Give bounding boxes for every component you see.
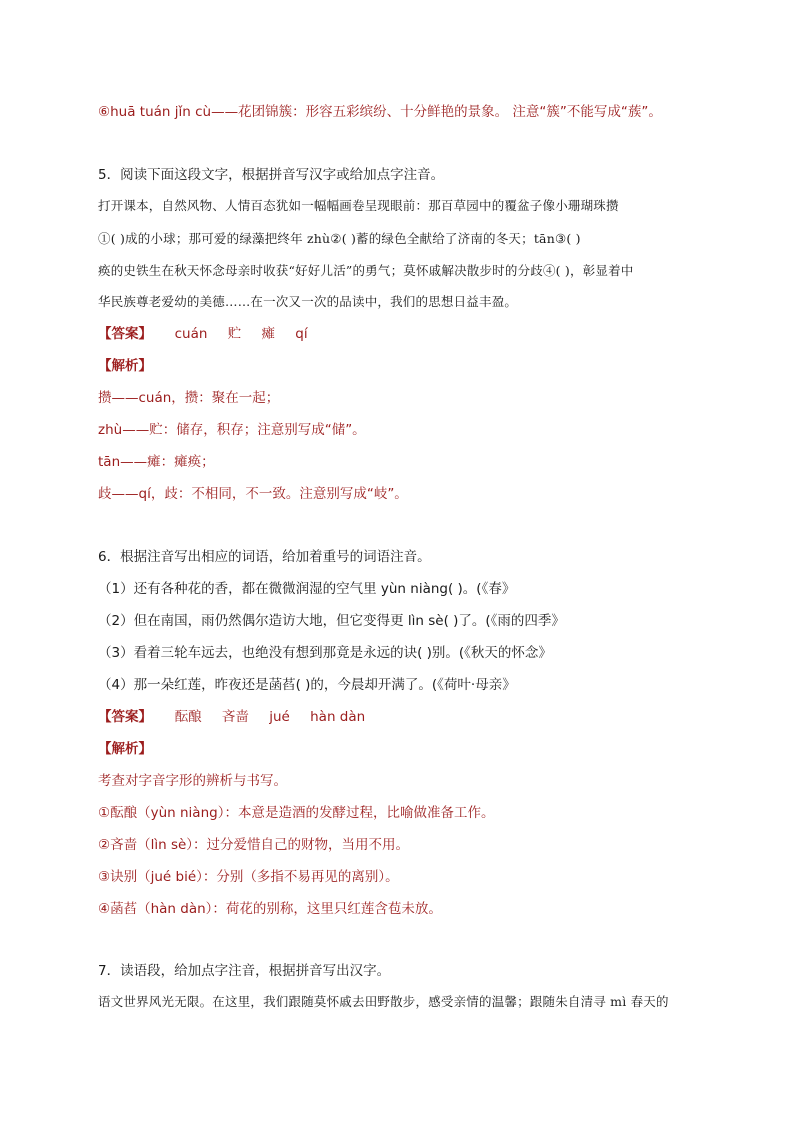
idiom-explanation-line: ⑥huā tuán jǐn cù——花团锦簇：形容五彩缤纷、十分鲜艳的景象。 注意“簇”不能写成“蔟”。 xyxy=(98,104,662,120)
answer-item: 瘫 xyxy=(261,326,275,342)
q5-analysis-line: tān——瘫：瘫痪； xyxy=(98,454,215,470)
answer-label: 【答案】 xyxy=(98,709,152,725)
q6-analysis-line: ④菡萏（hàn dàn）：荷花的别称，这里只红莲含苞未放。 xyxy=(98,901,442,917)
q6-analysis-line: ③诀别（jué bié）：分别（多指不易再见的离别）。 xyxy=(98,869,399,885)
q6-item: （2）但在南国，雨仍然偶尔造访大地，但它变得更 lìn sè( )了。(《雨的四季》 xyxy=(98,613,565,629)
answer-item: 酝酿 xyxy=(174,709,202,725)
q5-analysis-line: zhù——贮：储存，积存；注意别写成“储”。 xyxy=(98,422,366,438)
q6-item: （1）还有各种花的香，都在微微润湿的空气里 yùn niàng( )。(《春》 xyxy=(98,581,516,597)
q5-passage-line-4: 华民族尊老爱幼的美德……在一次又一次的品读中，我们的思想日益丰盈。 xyxy=(98,294,518,309)
q5-answer-row xyxy=(98,324,324,344)
q6-item: （3）看着三轮车远去，也绝没有想到那竟是永远的诀( )别。(《秋天的怀念》 xyxy=(98,645,552,661)
q5-passage-line-3: 痪的史铁生在秋天怀念母亲时收获“好好儿活”的勇气；莫怀戚解决散步时的分歧④( )，彰显着中 xyxy=(98,263,634,278)
q6-item: （4）那一朵红莲，昨夜还是菡萏( )的，今晨却开满了。(《荷叶·母亲》 xyxy=(98,677,516,693)
answer-item: jué xyxy=(269,709,290,725)
question-5-title: 5．阅读下面这段文字，根据拼音写汉字或给加点字注音。 xyxy=(98,167,445,183)
answer-item: 贮 xyxy=(227,326,242,342)
answer-item: qí xyxy=(295,326,308,342)
question-6-title: 6．根据注音写出相应的词语，给加着重号的词语注音。 xyxy=(98,549,431,565)
q5-passage-line-1: 打开课本，自然风物、人情百态犹如一幅幅画卷呈现眼前：那百草园中的覆盆子像小珊瑚珠攒 xyxy=(98,198,619,213)
answer-label: 【答案】 xyxy=(98,326,152,342)
answer-item: cuán xyxy=(174,326,208,342)
q7-passage-line: 语文世界风光无限。在这里，我们跟随莫怀戚去田野散步，感受亲情的温馨；跟随朱自清寻 mì 春天的 xyxy=(98,994,669,1009)
q5-passage-line-2: ①( )成的小球；那可爱的绿藻把终年 zhù②( )蓄的绿色全献给了济南的冬天；tān③( ) xyxy=(98,231,581,246)
answer-item: 吝啬 xyxy=(221,709,249,725)
q5-analysis-line: 歧——qí，歧：不相同，不一致。注意别写成“岐”。 xyxy=(98,486,408,502)
q5-analysis-line: 攒——cuán，攒：聚在一起； xyxy=(98,390,280,406)
answer-item: hàn dàn xyxy=(310,709,366,725)
q6-analysis-line: ①酝酿（yùn niàng）：本意是造酒的发酵过程，比喻做准备工作。 xyxy=(98,805,495,821)
question-7-title: 7．读语段，给加点字注音，根据拼音写出汉字。 xyxy=(98,963,391,979)
analysis-label: 【解析】 xyxy=(98,741,152,757)
q6-analysis-label xyxy=(98,739,152,759)
analysis-label: 【解析】 xyxy=(98,358,152,374)
q6-analysis-line: ②吝啬（lìn sè）：过分爱惜自己的财物，当用不用。 xyxy=(98,837,410,853)
q6-analysis-intro: 考查对字音字形的辨析与书写。 xyxy=(98,773,287,789)
q5-analysis-label xyxy=(98,356,152,376)
q6-answer-row xyxy=(98,707,381,727)
